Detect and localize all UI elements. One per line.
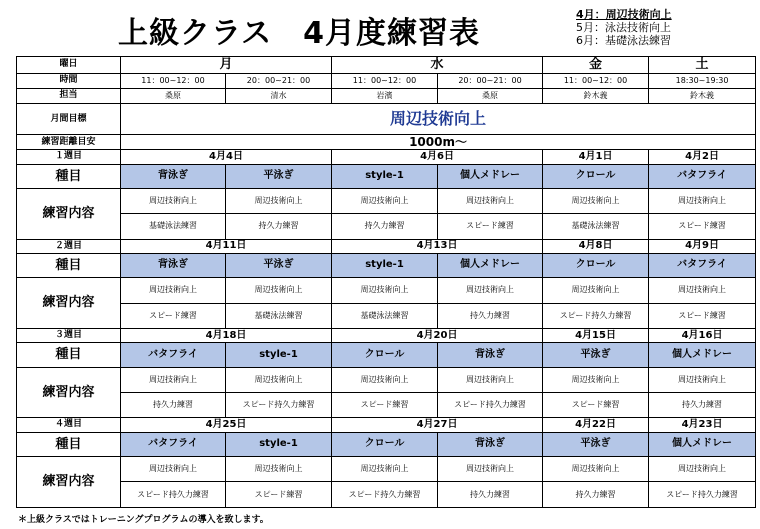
content-cell: 持久力練習 [649,393,756,418]
coach-cell: 清水 [226,88,332,103]
content-label: 練習内容 [17,367,121,418]
date-cell: 4月20日 [332,329,543,343]
stroke-cell: 背泳ぎ [438,432,543,456]
content-row [17,393,756,418]
date-cell: 4月2日 [649,150,756,164]
coach-cell: 桑原 [121,88,226,103]
content-cell: スピード練習 [226,482,332,508]
content-cell: スピード練習 [543,393,649,418]
content-cell: 周辺技術向上 [543,367,649,392]
stroke-cell: バタフライ [649,254,756,278]
content-cell: 周辺技術向上 [332,188,438,213]
day-saturday: 土 [649,57,756,74]
content-label: 練習内容 [17,457,121,508]
content-cell: 周辺技術向上 [121,278,226,303]
content-cell: 持久力練習 [438,303,543,328]
stroke-cell: 背泳ぎ [121,164,226,188]
content-cell: 周辺技術向上 [438,457,543,482]
stroke-cell: 平泳ぎ [226,254,332,278]
date-cell: 4月9日 [649,239,756,253]
stroke-cell: style-1 [226,432,332,456]
content-cell: 周辺技術向上 [332,457,438,482]
date-cell: 4月18日 [121,329,332,343]
content-cell: 周辺技術向上 [543,278,649,303]
content-cell: 周辺技術向上 [543,188,649,213]
content-cell: 周辺技術向上 [332,278,438,303]
distance-row [17,135,756,150]
stroke-cell: style-1 [332,164,438,188]
content-row [17,188,756,213]
stroke-cell: クロール [332,432,438,456]
content-cell: 持久力練習 [438,482,543,508]
week-label: ２週目 [17,239,121,253]
monthly-goal-april: 4月：周辺技術向上 [576,8,672,21]
time-label: 時間 [17,73,121,88]
content-cell: 基礎泳法練習 [543,214,649,239]
stroke-cell: 背泳ぎ [438,343,543,367]
time-cell: 11：00~12：00 [332,73,438,88]
stroke-cell: 平泳ぎ [543,343,649,367]
month-goal-value: 周辺技術向上 [121,104,756,135]
week-label: ３週目 [17,329,121,343]
date-cell: 4月15日 [543,329,649,343]
content-cell: 周辺技術向上 [649,278,756,303]
content-row [17,367,756,392]
content-cell: 周辺技術向上 [121,367,226,392]
content-cell: 周辺技術向上 [649,367,756,392]
content-cell: 持久力練習 [543,482,649,508]
content-cell: スピード練習 [121,303,226,328]
weekday-label: 曜日 [17,57,121,74]
content-cell: 持久力練習 [226,214,332,239]
content-cell: スピード持久力練習 [649,482,756,508]
content-row [17,278,756,303]
stroke-label: 種目 [17,254,121,278]
date-cell: 4月16日 [649,329,756,343]
distance-label: 練習距離目安 [17,135,121,150]
date-cell: 4月22日 [543,418,649,432]
stroke-cell: クロール [543,164,649,188]
footnote: ＊上級クラスではトレーニングプログラムの導入を致します。 [18,515,269,525]
stroke-cell: 平泳ぎ [543,432,649,456]
date-cell: 4月6日 [332,150,543,164]
stroke-cell: クロール [543,254,649,278]
monthly-goal-may: 5月：泳法技術向上 [576,21,671,34]
week-label: １週目 [17,150,121,164]
date-cell: 4月4日 [121,150,332,164]
content-cell: 周辺技術向上 [438,278,543,303]
day-monday: 月 [121,57,332,74]
content-cell: スピード練習 [649,214,756,239]
day-header-row [17,57,756,74]
content-cell: 基礎泳法練習 [332,303,438,328]
time-row [17,73,756,88]
content-row [17,482,756,508]
content-cell: 周辺技術向上 [226,367,332,392]
stroke-cell: バタフライ [649,164,756,188]
content-cell: スピード練習 [438,214,543,239]
time-cell: 11：00~12：00 [121,73,226,88]
content-cell: スピード持久力練習 [438,393,543,418]
content-cell: 周辺技術向上 [121,188,226,213]
month-goal-label: 月間目標 [17,104,121,135]
monthly-goal-june: 6月：基礎泳法練習 [576,34,671,47]
weeks-section [17,150,756,508]
content-row [17,303,756,328]
coach-cell: 岩濱 [332,88,438,103]
stroke-cell: バタフライ [121,343,226,367]
date-cell: 4月11日 [121,239,332,253]
content-row [17,457,756,482]
stroke-label: 種目 [17,432,121,456]
content-cell: 周辺技術向上 [649,457,756,482]
content-cell: スピード持久力練習 [543,303,649,328]
week-date-row [17,418,756,432]
date-cell: 4月13日 [332,239,543,253]
coach-cell: 鈴木義 [649,88,756,103]
content-cell: 持久力練習 [121,393,226,418]
stroke-cell: 背泳ぎ [121,254,226,278]
stroke-cell: 個人メドレー [438,254,543,278]
week-label: ４週目 [17,418,121,432]
goal-row [17,104,756,135]
content-cell: 周辺技術向上 [121,457,226,482]
stroke-row [17,432,756,456]
stroke-cell: 個人メドレー [649,343,756,367]
coach-label: 担当 [17,88,121,103]
week-date-row [17,329,756,343]
content-cell: 周辺技術向上 [438,188,543,213]
date-cell: 4月25日 [121,418,332,432]
week-date-row [17,150,756,164]
content-row [17,214,756,239]
day-wednesday: 水 [332,57,543,74]
content-cell: 周辺技術向上 [226,188,332,213]
date-cell: 4月27日 [332,418,543,432]
date-cell: 4月8日 [543,239,649,253]
schedule-table [16,56,756,508]
page-title: 上級クラス 4月度練習表 [118,16,480,51]
time-cell: 18:30~19:30 [649,73,756,88]
time-cell: 20：00~21：00 [438,73,543,88]
content-label: 練習内容 [17,188,121,239]
stroke-label: 種目 [17,164,121,188]
content-cell: 周辺技術向上 [226,457,332,482]
stroke-row [17,343,756,367]
date-cell: 4月1日 [543,150,649,164]
stroke-cell: クロール [332,343,438,367]
week-date-row [17,239,756,253]
distance-value: 1000m～ [121,135,756,150]
content-cell: 基礎泳法練習 [226,303,332,328]
stroke-cell: 個人メドレー [438,164,543,188]
content-cell: スピード練習 [332,393,438,418]
content-cell: 周辺技術向上 [438,367,543,392]
monthly-goals-list [576,8,672,47]
content-cell: 基礎泳法練習 [121,214,226,239]
content-cell: スピード持久力練習 [332,482,438,508]
content-label: 練習内容 [17,278,121,329]
stroke-cell: 平泳ぎ [226,164,332,188]
stroke-row [17,254,756,278]
coach-row [17,88,756,103]
content-cell: 周辺技術向上 [649,188,756,213]
content-cell: 周辺技術向上 [332,367,438,392]
content-cell: 持久力練習 [332,214,438,239]
stroke-row [17,164,756,188]
content-cell: スピード持久力練習 [121,482,226,508]
stroke-cell: style-1 [332,254,438,278]
time-cell: 11：00~12：00 [543,73,649,88]
stroke-cell: バタフライ [121,432,226,456]
content-cell: 周辺技術向上 [226,278,332,303]
day-friday: 金 [543,57,649,74]
stroke-cell: style-1 [226,343,332,367]
coach-cell: 鈴木義 [543,88,649,103]
stroke-cell: 個人メドレー [649,432,756,456]
stroke-label: 種目 [17,343,121,367]
content-cell: スピード持久力練習 [226,393,332,418]
time-cell: 20：00~21：00 [226,73,332,88]
coach-cell: 桑原 [438,88,543,103]
content-cell: スピード練習 [649,303,756,328]
content-cell: 周辺技術向上 [543,457,649,482]
date-cell: 4月23日 [649,418,756,432]
